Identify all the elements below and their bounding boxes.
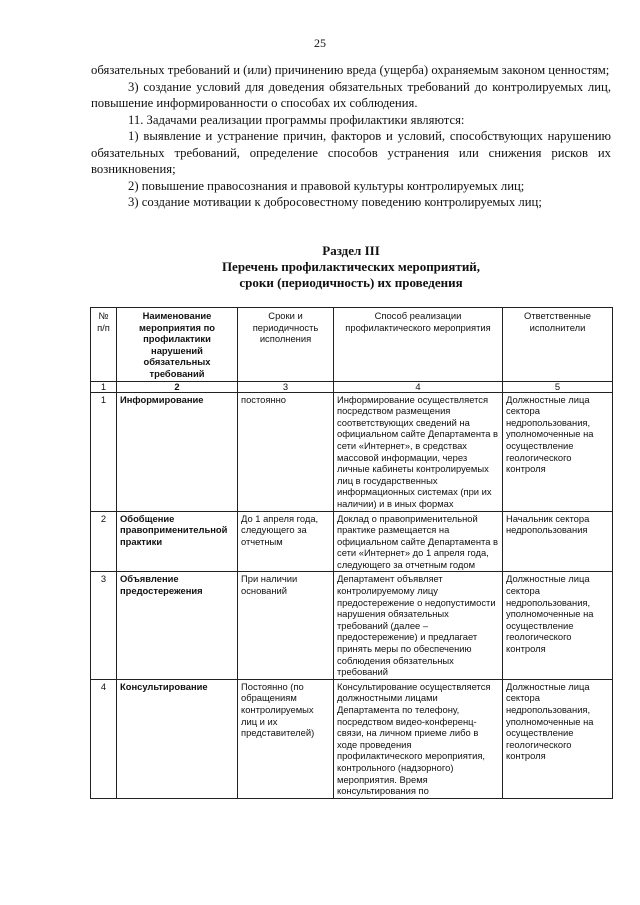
column-number: 5 [503,381,613,392]
measure-method: Информирование осуществляется посредством размещения соответствующих сведений на официальном сайте Департамента в сети «Интернет», в средствах массовой информации, через личные кабинеты контролируемых лиц в государственных информационных системах (при их наличии) и в иных формах [334,392,503,511]
table-row [91,572,613,679]
section-subtitle: сроки (периодичность) их проведения [239,275,463,290]
measure-method: Консультирование осуществляется должностными лицами Департамента по телефону, посредством видео-конференц-связи, на личном приеме либо в ходе проведения профилактического мероприятия, контрольного (надзорного) мероприятия. Время консультирования по [334,679,503,798]
measure-term: Постоянно (по обращениям контролируемых лиц и их представителей) [238,679,334,798]
measures-table [90,307,613,799]
measure-name: Информирование [117,392,238,511]
paragraph: 1) выявление и устранение причин, факторов и условий, способствующих нарушению обязательных требований, определение способов устранения или снижения рисков их возникновения; [91,129,611,176]
column-number-row [91,381,613,392]
measure-name: Объявление предостережения [117,572,238,679]
measure-method: Доклад о правоприменительной практике размещается на официальном сайте Департамента в сети «Интернет» до 1 апреля года, следующего за отчетным годом [334,511,503,572]
header-method: Способ реализации профилактического мероприятия [334,308,503,382]
column-number: 4 [334,381,503,392]
measure-responsible: Должностные лица сектора недропользования, уполномоченные на осуществление геологического контроля [503,392,613,511]
row-number: 4 [91,679,117,798]
row-number: 1 [91,392,117,511]
measure-responsible: Начальник сектора недропользования [503,511,613,572]
column-number: 1 [91,381,117,392]
paragraph: 3) создание условий для доведения обязательных требований до контролируемых лиц, повышение информированности о способах их соблюдения. [91,79,611,110]
table-row [91,392,613,511]
section-heading [91,243,611,291]
column-number: 2 [117,381,238,392]
section-subtitle: Перечень профилактических мероприятий, [221,259,481,274]
header-name: Наименование мероприятия по профилактики нарушений обязательных требований [117,308,238,382]
measure-name: Обобщение правоприменительной практики [117,511,238,572]
paragraph: 3) создание мотивации к добросовестному поведению контролируемых лиц; [128,195,542,209]
paragraph: 2) повышение правосознания и правовой культуры контролируемых лиц; [128,178,525,193]
table-row [91,679,613,798]
column-number: 3 [238,381,334,392]
measure-method: Департамент объявляет контролируемому лицу предостережение о недопустимости нарушения обязательных требований (далее – предостережение) и предлагает принять меры по обеспечению соблюдения обязательных требований [334,572,503,679]
measure-name: Консультирование [117,679,238,798]
measure-responsible: Должностные лица сектора недропользования, уполномоченные на осуществление геологического контроля [503,679,613,798]
body-text [91,62,611,211]
row-number: 2 [91,511,117,572]
paragraph: 11. Задачами реализации программы профилактики являются: [128,112,465,127]
measure-term: постоянно [238,392,334,511]
measure-term: При наличии оснований [238,572,334,679]
table-header-row [91,308,613,382]
measure-responsible: Должностные лица сектора недропользования, уполномоченные на осуществление геологического контроля [503,572,613,679]
page-number: 25 [314,36,326,50]
measure-term: До 1 апреля года, следующего за отчетным [238,511,334,572]
header-responsible: Ответственные исполнители [503,308,613,382]
header-term: Сроки и периодичность исполнения [238,308,334,382]
table-row [91,511,613,572]
paragraph: обязательных требований и (или) причинению вреда (ущерба) охраняемым законом ценностям; [91,63,610,77]
section-title: Раздел III [322,243,380,258]
header-number: № п/п [91,308,117,382]
row-number: 3 [91,572,117,679]
